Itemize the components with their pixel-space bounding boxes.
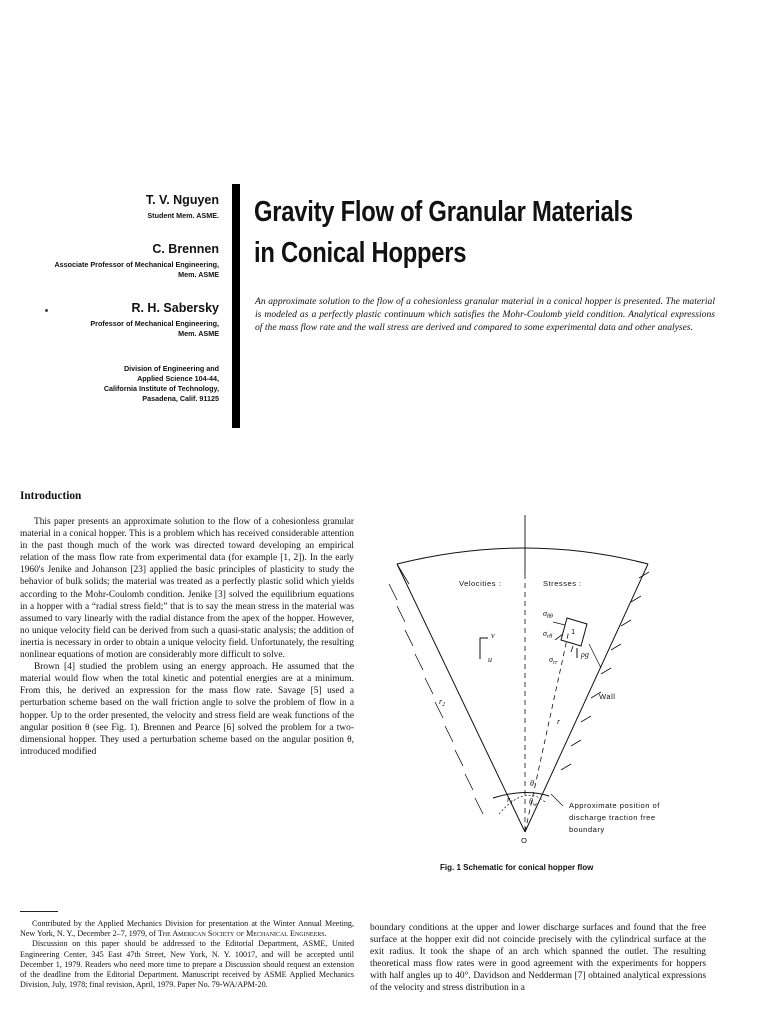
- label-u: u: [488, 655, 492, 664]
- paper-title: [254, 192, 648, 274]
- label-free-boundary: discharge traction free: [569, 813, 656, 822]
- hopper-diagram: [375, 512, 705, 857]
- velocity-axes: [480, 638, 488, 659]
- affiliation-line: Division of Engineering and: [123, 364, 219, 373]
- author-list: [20, 193, 219, 404]
- label-free-boundary: boundary: [569, 825, 605, 834]
- stress-arrow: [571, 646, 573, 652]
- label-velocities: Velocities :: [459, 579, 502, 588]
- paragraph: boundary conditions at the upper and lower discharge surfaces and found that the free surface at the hopper exit did not coincide precisely with the cylindrical surface at the exit radius. It took the shape of an arch which spanned the outlet. The resulting theoretical mass flow rates were in good agreement with the experiments for hoppers with half angles up to 40°. Davidson and Nedderman [7] obtained analytical expressions of the velocity and stress distribution in a: [370, 923, 706, 994]
- wall-hatching: [389, 564, 649, 814]
- right-wall: [525, 564, 648, 832]
- author-credential: Professor of Mechanical Engineering, Mem. ASME: [90, 319, 219, 338]
- footnotes: [20, 919, 354, 990]
- abstract: An approximate solution to the flow of a cohesionless granular material in a conical hopper is presented. The material is modeled as a perfectly plastic continuum which satisfies the Mohr-Coulomb yield condition. Analytical expressions of the mass flow rate and the wall stress are derived and compared to some experimental data and other analyses.: [255, 296, 715, 334]
- label-r: r: [557, 717, 561, 726]
- label-sigma-rtheta: $\sigma_{r\theta}$: [543, 629, 553, 640]
- footnote-discussion: Discussion on this paper should be addressed to the Editorial Department, ASME, United Engineering Center, 345 East 47th Street, New York, N. Y. 10017, and will be accepted until December 1, 1979. Readers who need more time to prepare a Discussion should request an extension of the deadline from the Editorial Department. Manuscript received by ASME Applied Mechanics Division, July, 1978; final revision, April, 1979. Paper No. 79-WA/APM-20.: [20, 939, 354, 990]
- free-boundary-leader: [551, 794, 563, 806]
- label-rho-g: ρg: [581, 650, 589, 659]
- left-wall: [397, 564, 525, 832]
- author-block: [20, 242, 219, 280]
- figure-hopper-schematic: [375, 512, 705, 857]
- author-credential: Associate Professor of Mechanical Engineering, Mem. ASME: [54, 260, 219, 279]
- title-line: in Conical Hoppers: [254, 237, 467, 269]
- upper-arc: [397, 548, 648, 564]
- label-v: v: [491, 631, 495, 640]
- author-block: [20, 193, 219, 221]
- label-sigma-thetatheta: $\sigma_{\theta\theta}$: [543, 609, 553, 620]
- affiliation-line: Pasadena, Calif. 91125: [142, 394, 219, 403]
- body-text-right: [370, 922, 706, 995]
- wall-leader: [589, 644, 601, 668]
- label-free-boundary: Approximate position of: [569, 801, 660, 810]
- label-element-number: 1: [571, 627, 576, 636]
- label-stresses: Stresses :: [543, 579, 582, 588]
- author-block: [20, 301, 219, 339]
- title-line: Gravity Flow of Granular Materials: [254, 196, 633, 228]
- title-divider-bar: [232, 184, 240, 428]
- body-text-left: [20, 516, 354, 758]
- label-r1: $r_1$: [507, 795, 514, 806]
- affiliation-line: Applied Science 104-44,: [137, 374, 219, 383]
- footnote-rule: [20, 911, 58, 912]
- stress-arrow: [553, 622, 565, 625]
- label-theta-w: $\theta_w$: [529, 797, 537, 808]
- paragraph: This paper presents an approximate solution to the flow of a cohesionless granular material in a conical hopper. This is a problem which has received considerable attention in the past though much of the work was directed toward developing an empirical relation of the mass flow rate from experimental data (for example [1, 2]). In the early 1960's Jenike and Johanson [23] applied the basic principles of plasticity to study the behavior of bulk solids; the material was treated as a perfectly plastic solid which yields according to the Mohr-Coulomb condition. Jenike [3] solved the equilibrium equations in a hopper with a “radial stress field;” that is to say the mean stress in the material was assumed to vary linearly with the radial distance from the apex of the hopper. However, no unique velocity field can be derived from such a quasi-static analysis; the addition of inertia is necessary in order to obtain a unique velocity field. Unfortunately, the resulting nonlinear equations of motion are considerably more difficult to solve.: [20, 517, 354, 661]
- paragraph: Brown [4] studied the problem using an energy approach. He assumed that the material would flow when the total kinetic and potential energies are at a minimum. From this, he derived an expression for the mass flow rate. Savage [5] used a perturbation scheme based on the wall friction angle to solve the problem of flow in a hopper. Up to the order presented, the velocity and stress field are weak functions of the angular position θ (see Fig. 1). Brennen and Pearce [6] solved the problem for a two-dimensional hopper. They used a perturbation scheme based on the angular position θ, introduced modified: [20, 662, 354, 757]
- author-name: T. V. Nguyen: [145, 193, 219, 207]
- label-r2: $r_2$: [439, 697, 446, 708]
- label-origin: O: [521, 836, 528, 845]
- footnote-contributed: Contributed by the Applied Mechanics Division for presentation at the Winter Annual Meeting, New York, N. Y., December 2–7, 1979, of The American Society of Mechanical Engineers.: [20, 919, 354, 939]
- affiliation: [20, 364, 219, 404]
- author-name: C. Brennen: [152, 242, 219, 256]
- print-speck: [45, 309, 48, 312]
- author-name: R. H. Sabersky: [131, 301, 219, 315]
- author-credential: Student Mem. ASME.: [147, 211, 219, 220]
- label-wall: Wall: [599, 692, 616, 701]
- figure-caption: Fig. 1 Schematic for conical hopper flow: [440, 863, 594, 872]
- label-sigma-rr: $\sigma_{rr}$: [549, 655, 558, 666]
- affiliation-line: California Institute of Technology,: [103, 384, 219, 393]
- label-theta: θ: [530, 779, 534, 788]
- section-heading: Introduction: [20, 490, 82, 502]
